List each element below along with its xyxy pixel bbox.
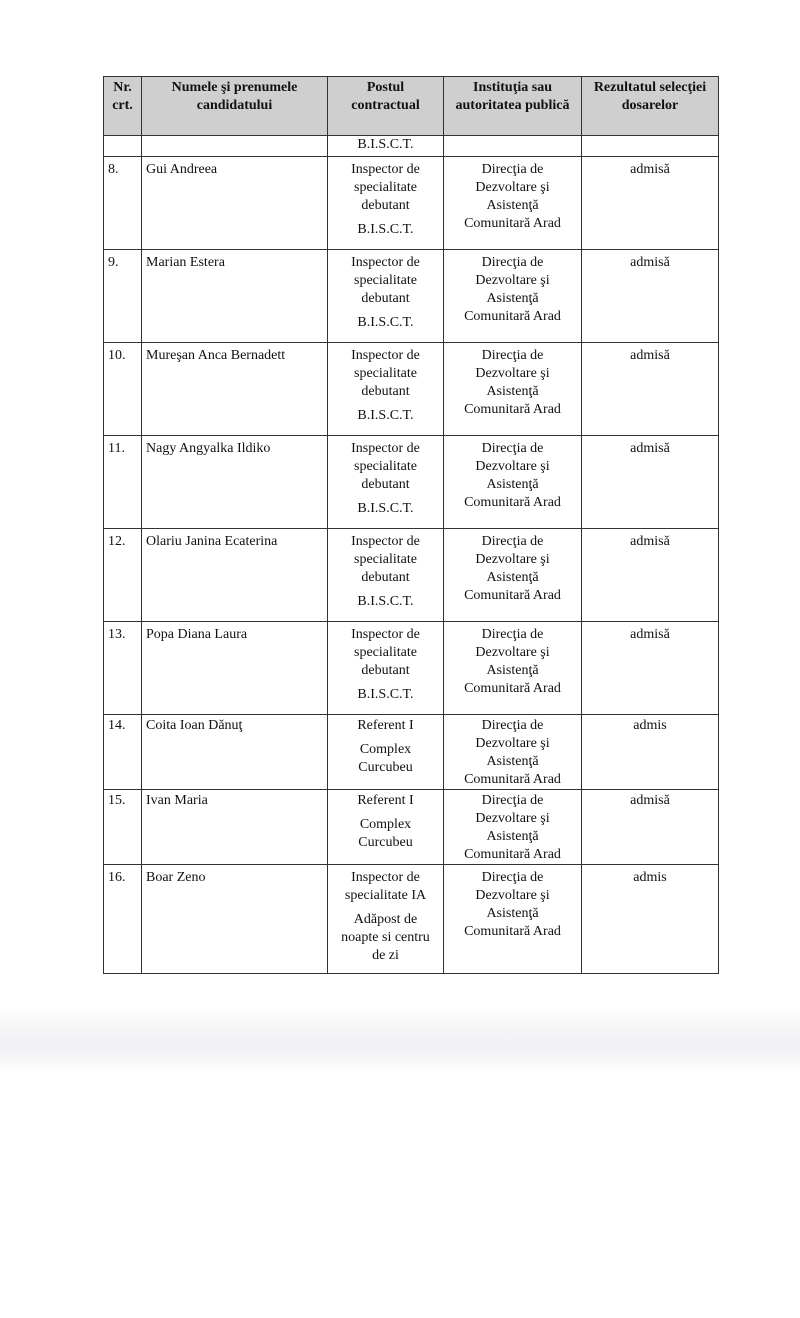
institution-line: Comunitară Arad	[464, 772, 561, 787]
institution-line: Asistenţă	[486, 754, 539, 769]
cell-post	[328, 865, 444, 974]
institution-line: Direcţia de	[481, 255, 544, 270]
post-unit-line: de zi	[372, 948, 399, 963]
institution-line: Comunitară Arad	[464, 495, 561, 510]
table-row	[104, 343, 719, 436]
cell-post	[328, 157, 444, 250]
institution-line: Dezvoltare şi	[475, 645, 550, 660]
institution-line: Comunitară Arad	[464, 402, 561, 417]
institution-line: Asistenţă	[486, 477, 539, 492]
header-contract-post: Postul contractual	[328, 77, 444, 136]
post-title-line: specialitate	[354, 552, 417, 567]
cell-institution	[444, 790, 582, 865]
institution-line: Dezvoltare şi	[475, 811, 550, 826]
cell-post	[328, 436, 444, 529]
post-title-line: specialitate	[354, 366, 417, 381]
institution-line: Comunitară Arad	[464, 681, 561, 696]
cell-post: B.I.S.C.T.	[328, 136, 444, 157]
cell-result: admisă	[582, 529, 719, 622]
post-title-line: Inspector de	[351, 255, 420, 270]
cell-result: admisă	[582, 790, 719, 865]
institution-line: Direcţia de	[481, 718, 544, 733]
cell-name	[142, 136, 328, 157]
post-title-line: specialitate	[354, 273, 417, 288]
cell-result: admis	[582, 865, 719, 974]
cell-institution	[444, 622, 582, 715]
post-unit-line: Curcubeu	[358, 835, 413, 850]
cell-post	[328, 622, 444, 715]
institution-line: Dezvoltare şi	[475, 180, 550, 195]
institution-line: Asistenţă	[486, 198, 539, 213]
cell-result: admisă	[582, 343, 719, 436]
institution-line: Comunitară Arad	[464, 216, 561, 231]
cell-name: Coita Ioan Dănuţ	[142, 715, 328, 790]
institution-line: Direcţia de	[481, 162, 544, 177]
cell-nr: 15.	[104, 790, 142, 865]
institution-line: Dezvoltare şi	[475, 273, 550, 288]
header-nr-crt: Nr. crt.	[104, 77, 142, 136]
table-row	[104, 436, 719, 529]
post-unit-line: B.I.S.C.T.	[357, 594, 414, 609]
post-unit-line: Adăpost de	[353, 912, 418, 927]
post-unit-line: B.I.S.C.T.	[357, 315, 414, 330]
institution-line: Asistenţă	[486, 906, 539, 921]
post-title-line: debutant	[361, 291, 410, 306]
post-title-line: specialitate	[354, 180, 417, 195]
table-row	[104, 622, 719, 715]
table-row	[104, 865, 719, 974]
cell-post	[328, 529, 444, 622]
cell-nr: 9.	[104, 250, 142, 343]
header-institution: Instituţia sau autoritatea publică	[444, 77, 582, 136]
post-title-line: debutant	[361, 384, 410, 399]
post-title-line: Inspector de	[351, 627, 420, 642]
post-unit-line: B.I.S.C.T.	[357, 222, 414, 237]
post-title-line: specialitate	[354, 459, 417, 474]
cell-nr: 16.	[104, 865, 142, 974]
post-title-line: debutant	[361, 570, 410, 585]
institution-line: Direcţia de	[481, 870, 544, 885]
institution-line: Direcţia de	[481, 348, 544, 363]
cell-institution	[444, 529, 582, 622]
cell-name: Olariu Janina Ecaterina	[142, 529, 328, 622]
cell-result: admisă	[582, 157, 719, 250]
institution-line: Asistenţă	[486, 829, 539, 844]
scan-shadow-band	[0, 1005, 800, 1075]
header-selection-result: Rezultatul selecţiei dosarelor	[582, 77, 719, 136]
table-row-continuation	[104, 136, 719, 157]
institution-line: Direcţia de	[481, 627, 544, 642]
cell-nr	[104, 136, 142, 157]
candidates-results-table	[103, 76, 719, 974]
cell-nr: 14.	[104, 715, 142, 790]
post-title-line: Inspector de	[351, 162, 420, 177]
institution-line: Direcţia de	[481, 534, 544, 549]
cell-nr: 10.	[104, 343, 142, 436]
cell-result	[582, 136, 719, 157]
institution-line: Asistenţă	[486, 291, 539, 306]
institution-line: Direcţia de	[481, 441, 544, 456]
post-title-line: specialitate IA	[344, 888, 427, 903]
table-row	[104, 529, 719, 622]
institution-line: Asistenţă	[486, 663, 539, 678]
institution-line: Comunitară Arad	[464, 588, 561, 603]
post-unit-line: Complex	[359, 742, 412, 757]
post-title-line: Referent I	[357, 718, 414, 733]
post-unit-line: B.I.S.C.T.	[357, 687, 414, 702]
cell-nr: 8.	[104, 157, 142, 250]
cell-name: Ivan Maria	[142, 790, 328, 865]
institution-line: Direcţia de	[481, 793, 544, 808]
cell-institution	[444, 250, 582, 343]
cell-nr: 11.	[104, 436, 142, 529]
cell-institution	[444, 157, 582, 250]
cell-institution	[444, 436, 582, 529]
cell-name: Nagy Angyalka Ildiko	[142, 436, 328, 529]
institution-line: Dezvoltare şi	[475, 552, 550, 567]
post-unit-line: Curcubeu	[358, 760, 413, 775]
cell-result: admis	[582, 715, 719, 790]
cell-nr: 12.	[104, 529, 142, 622]
table-header-row	[104, 77, 719, 136]
institution-line: Asistenţă	[486, 384, 539, 399]
post-unit-line: noapte si centru	[341, 930, 430, 945]
cell-name: Mureşan Anca Bernadett	[142, 343, 328, 436]
table-row	[104, 790, 719, 865]
table-row	[104, 715, 719, 790]
post-title-line: specialitate	[354, 645, 417, 660]
cell-post	[328, 715, 444, 790]
cell-institution	[444, 715, 582, 790]
post-title-line: debutant	[361, 477, 410, 492]
cell-post	[328, 790, 444, 865]
post-unit-line: B.I.S.C.T.	[357, 501, 414, 516]
institution-line: Dezvoltare şi	[475, 459, 550, 474]
cell-result: admisă	[582, 436, 719, 529]
cell-result: admisă	[582, 622, 719, 715]
cell-institution	[444, 136, 582, 157]
post-title-line: Referent I	[357, 793, 414, 808]
post-title-line: Inspector de	[351, 348, 420, 363]
cell-post	[328, 343, 444, 436]
table-row	[104, 250, 719, 343]
table-row	[104, 157, 719, 250]
cell-name: Gui Andreea	[142, 157, 328, 250]
institution-line: Dezvoltare şi	[475, 888, 550, 903]
cell-institution	[444, 865, 582, 974]
institution-line: Asistenţă	[486, 570, 539, 585]
cell-name: Popa Diana Laura	[142, 622, 328, 715]
post-title-line: debutant	[361, 663, 410, 678]
cell-nr: 13.	[104, 622, 142, 715]
cell-name: Marian Estera	[142, 250, 328, 343]
post-title-line: Inspector de	[351, 534, 420, 549]
header-candidate-name: Numele şi prenumele candidatului	[142, 77, 328, 136]
cell-result: admisă	[582, 250, 719, 343]
cell-institution	[444, 343, 582, 436]
institution-line: Dezvoltare şi	[475, 366, 550, 381]
post-title-line: Inspector de	[351, 441, 420, 456]
institution-line: Comunitară Arad	[464, 847, 561, 862]
institution-line: Comunitară Arad	[464, 309, 561, 324]
institution-line: Dezvoltare şi	[475, 736, 550, 751]
cell-name: Boar Zeno	[142, 865, 328, 974]
post-title-line: debutant	[361, 198, 410, 213]
post-title-line: Inspector de	[351, 870, 420, 885]
post-unit-line: Complex	[359, 817, 412, 832]
institution-line: Comunitară Arad	[464, 924, 561, 939]
post-unit-line: B.I.S.C.T.	[357, 408, 414, 423]
cell-post	[328, 250, 444, 343]
